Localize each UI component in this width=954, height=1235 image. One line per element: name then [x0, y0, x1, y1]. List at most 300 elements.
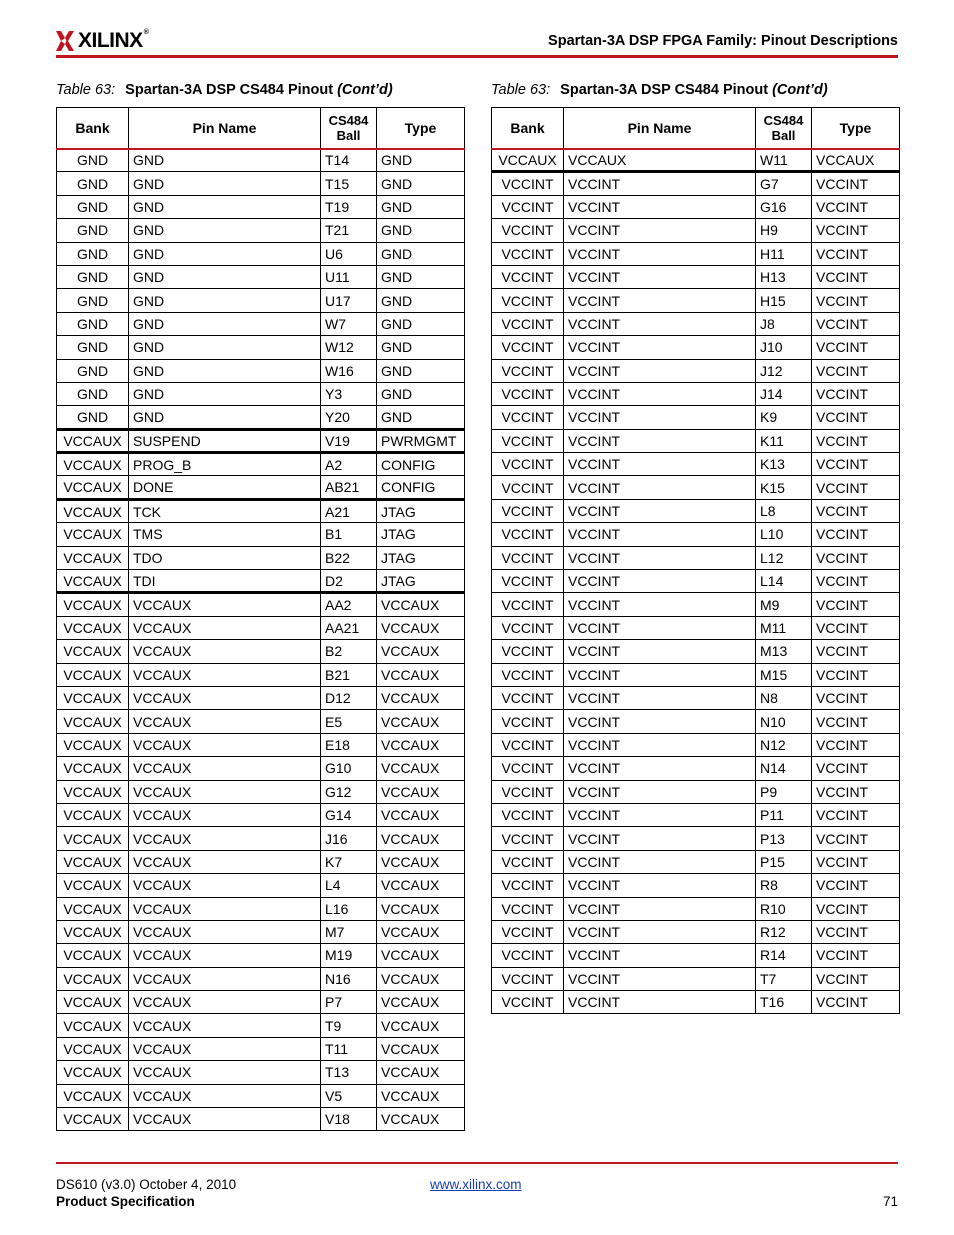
cell-bank: VCCINT	[492, 406, 564, 429]
cell-ball: K13	[756, 453, 812, 476]
table-row	[57, 663, 465, 686]
table-header-row	[57, 108, 465, 149]
column-header-type: Type	[812, 108, 900, 149]
table-row	[492, 686, 900, 709]
cell-pin-name: GND	[129, 336, 321, 359]
table-row	[57, 710, 465, 733]
header-rule	[56, 55, 898, 58]
cell-pin-name: VCCINT	[564, 570, 756, 593]
cell-ball: W12	[321, 336, 377, 359]
cell-ball: H11	[756, 242, 812, 265]
cell-pin-name: VCCINT	[564, 920, 756, 943]
caption-title: Spartan-3A DSP CS484 Pinout	[125, 82, 334, 98]
cell-type: VCCINT	[812, 593, 900, 616]
cell-pin-name: GND	[129, 359, 321, 382]
cell-bank: VCCINT	[492, 336, 564, 359]
cell-ball: E5	[321, 710, 377, 733]
cell-pin-name: GND	[129, 289, 321, 312]
cell-pin-name: TMS	[129, 523, 321, 546]
cell-bank: VCCAUX	[57, 616, 129, 639]
cell-ball: W16	[321, 359, 377, 382]
table-row	[57, 546, 465, 569]
cell-ball: A21	[321, 499, 377, 522]
cell-bank: GND	[57, 359, 129, 382]
cell-pin-name: GND	[129, 172, 321, 195]
cell-bank: VCCAUX	[57, 803, 129, 826]
cell-type: VCCAUX	[377, 757, 465, 780]
cell-ball: G7	[756, 172, 812, 195]
cell-type: VCCINT	[812, 312, 900, 335]
cell-bank: VCCAUX	[57, 991, 129, 1014]
cell-type: JTAG	[377, 546, 465, 569]
cell-bank: VCCINT	[492, 453, 564, 476]
cell-ball: B22	[321, 546, 377, 569]
cell-type: VCCINT	[812, 967, 900, 990]
cell-pin-name: VCCINT	[564, 265, 756, 288]
table-row	[492, 406, 900, 429]
cell-ball: Y3	[321, 382, 377, 405]
cell-bank: VCCAUX	[57, 710, 129, 733]
cell-pin-name: VCCAUX	[129, 991, 321, 1014]
cell-type: JTAG	[377, 523, 465, 546]
cell-pin-name: VCCAUX	[564, 149, 756, 172]
cell-bank: VCCINT	[492, 757, 564, 780]
table-row	[57, 733, 465, 756]
table-body-left	[57, 149, 465, 1131]
table-row	[57, 289, 465, 312]
cell-type: GND	[377, 312, 465, 335]
table-row	[492, 991, 900, 1014]
table-row	[492, 453, 900, 476]
cell-type: VCCINT	[812, 499, 900, 522]
cell-type: VCCINT	[812, 920, 900, 943]
cell-type: VCCINT	[812, 757, 900, 780]
cell-bank: VCCINT	[492, 827, 564, 850]
cell-pin-name: VCCINT	[564, 663, 756, 686]
table-row	[57, 967, 465, 990]
table-row	[57, 944, 465, 967]
cell-pin-name: VCCINT	[564, 382, 756, 405]
cell-type: VCCAUX	[377, 920, 465, 943]
column-header-ball: CS484 Ball	[756, 108, 812, 149]
cell-type: VCCINT	[812, 429, 900, 452]
cell-type: VCCINT	[812, 827, 900, 850]
cell-ball: P9	[756, 780, 812, 803]
caption-title: Spartan-3A DSP CS484 Pinout	[560, 82, 769, 98]
table-row	[492, 312, 900, 335]
table-row	[57, 382, 465, 405]
cell-type: VCCINT	[812, 289, 900, 312]
cell-bank: VCCAUX	[57, 593, 129, 616]
table-row	[492, 219, 900, 242]
cell-bank: VCCAUX	[57, 944, 129, 967]
cell-pin-name: VCCAUX	[129, 710, 321, 733]
cell-ball: W11	[756, 149, 812, 172]
cell-bank: VCCAUX	[57, 476, 129, 499]
cell-ball: N10	[756, 710, 812, 733]
cell-bank: VCCINT	[492, 944, 564, 967]
cell-pin-name: PROG_B	[129, 453, 321, 476]
cell-bank: VCCAUX	[57, 499, 129, 522]
cell-bank: VCCINT	[492, 663, 564, 686]
table-row	[57, 406, 465, 429]
page-number: 71	[882, 1194, 898, 1209]
cell-ball: K9	[756, 406, 812, 429]
table-row	[57, 991, 465, 1014]
cell-ball: M7	[321, 920, 377, 943]
cell-pin-name: VCCINT	[564, 406, 756, 429]
cell-type: GND	[377, 382, 465, 405]
cell-bank: GND	[57, 149, 129, 172]
cell-bank: VCCAUX	[57, 1108, 129, 1131]
cell-ball: R14	[756, 944, 812, 967]
cell-bank: VCCAUX	[57, 967, 129, 990]
cell-type: VCCINT	[812, 219, 900, 242]
table-row	[492, 336, 900, 359]
table-row	[57, 265, 465, 288]
cell-pin-name: VCCAUX	[129, 1108, 321, 1131]
cell-pin-name: GND	[129, 149, 321, 172]
table-row	[57, 920, 465, 943]
cell-bank: GND	[57, 195, 129, 218]
cell-bank: VCCAUX	[57, 1084, 129, 1107]
cell-type: CONFIG	[377, 476, 465, 499]
table-row	[57, 803, 465, 826]
cell-type: VCCINT	[812, 359, 900, 382]
cell-ball: V5	[321, 1084, 377, 1107]
table-row	[57, 149, 465, 172]
cell-ball: H9	[756, 219, 812, 242]
cell-pin-name: VCCAUX	[129, 874, 321, 897]
table-row	[492, 289, 900, 312]
cell-ball: AA2	[321, 593, 377, 616]
table-row	[57, 570, 465, 593]
cell-pin-name: VCCINT	[564, 453, 756, 476]
table-row	[492, 944, 900, 967]
cell-pin-name: GND	[129, 406, 321, 429]
cell-bank: VCCINT	[492, 289, 564, 312]
cell-ball: H15	[756, 289, 812, 312]
cell-ball: P7	[321, 991, 377, 1014]
cell-pin-name: VCCAUX	[129, 640, 321, 663]
table-row	[492, 570, 900, 593]
cell-ball: B1	[321, 523, 377, 546]
cell-ball: G10	[321, 757, 377, 780]
cell-pin-name: VCCAUX	[129, 780, 321, 803]
cell-ball: R8	[756, 874, 812, 897]
cell-type: GND	[377, 265, 465, 288]
pinout-table-left	[56, 107, 465, 1131]
column-header-bank: Bank	[492, 108, 564, 149]
cell-bank: VCCINT	[492, 546, 564, 569]
cell-pin-name: VCCINT	[564, 546, 756, 569]
cell-ball: U17	[321, 289, 377, 312]
cell-type: VCCINT	[812, 570, 900, 593]
caption-number: Table 63:	[56, 82, 116, 98]
table-row	[57, 686, 465, 709]
cell-bank: GND	[57, 382, 129, 405]
cell-bank: GND	[57, 406, 129, 429]
cell-pin-name: VCCINT	[564, 593, 756, 616]
cell-pin-name: VCCINT	[564, 991, 756, 1014]
table-row	[57, 1061, 465, 1084]
cell-ball: L16	[321, 897, 377, 920]
cell-bank: VCCINT	[492, 616, 564, 639]
cell-type: VCCINT	[812, 780, 900, 803]
cell-pin-name: VCCAUX	[129, 616, 321, 639]
cell-bank: VCCINT	[492, 803, 564, 826]
table-header-row	[492, 108, 900, 149]
cell-type: VCCAUX	[377, 1014, 465, 1037]
cell-type: VCCAUX	[377, 640, 465, 663]
cell-pin-name: VCCAUX	[129, 850, 321, 873]
footer-website-link[interactable]: www.xilinx.com	[430, 1177, 522, 1192]
table-row	[492, 967, 900, 990]
table-row	[492, 827, 900, 850]
table-row	[492, 149, 900, 172]
cell-bank: VCCINT	[492, 920, 564, 943]
cell-bank: VCCINT	[492, 780, 564, 803]
left-table-caption	[56, 82, 464, 102]
cell-bank: VCCINT	[492, 499, 564, 522]
cell-bank: VCCAUX	[57, 429, 129, 452]
cell-pin-name: TCK	[129, 499, 321, 522]
cell-ball: G16	[756, 195, 812, 218]
cell-ball: J16	[321, 827, 377, 850]
cell-pin-name: VCCAUX	[129, 967, 321, 990]
cell-pin-name: VCCINT	[564, 827, 756, 850]
table-row	[57, 874, 465, 897]
table-row	[492, 172, 900, 195]
cell-type: GND	[377, 336, 465, 359]
cell-type: VCCINT	[812, 242, 900, 265]
cell-ball: T14	[321, 149, 377, 172]
cell-ball: D12	[321, 686, 377, 709]
cell-pin-name: VCCINT	[564, 640, 756, 663]
cell-type: VCCAUX	[377, 663, 465, 686]
table-row	[57, 429, 465, 452]
cell-ball: K7	[321, 850, 377, 873]
cell-ball: K15	[756, 476, 812, 499]
cell-ball: W7	[321, 312, 377, 335]
table-row	[57, 1084, 465, 1107]
cell-ball: B21	[321, 663, 377, 686]
cell-ball: T15	[321, 172, 377, 195]
xilinx-x-icon	[56, 31, 74, 51]
cell-ball: R12	[756, 920, 812, 943]
cell-pin-name: VCCINT	[564, 757, 756, 780]
cell-bank: VCCAUX	[57, 570, 129, 593]
cell-type: VCCAUX	[377, 1084, 465, 1107]
cell-type: VCCINT	[812, 874, 900, 897]
footer-spec-label: Product Specification	[56, 1194, 195, 1209]
cell-type: VCCAUX	[377, 686, 465, 709]
cell-pin-name: VCCINT	[564, 897, 756, 920]
cell-type: VCCAUX	[377, 616, 465, 639]
cell-pin-name: GND	[129, 382, 321, 405]
document-title: Spartan-3A DSP FPGA Family: Pinout Descriptions	[548, 33, 898, 49]
cell-bank: GND	[57, 219, 129, 242]
table-row	[492, 499, 900, 522]
cell-bank: VCCAUX	[57, 733, 129, 756]
cell-bank: VCCINT	[492, 640, 564, 663]
table-row	[492, 663, 900, 686]
table-row	[492, 850, 900, 873]
cell-ball: G12	[321, 780, 377, 803]
cell-pin-name: VCCINT	[564, 686, 756, 709]
cell-bank: VCCINT	[492, 359, 564, 382]
table-row	[57, 1014, 465, 1037]
table-row	[492, 195, 900, 218]
cell-ball: Y20	[321, 406, 377, 429]
cell-ball: U11	[321, 265, 377, 288]
cell-ball: G14	[321, 803, 377, 826]
cell-bank: VCCINT	[492, 710, 564, 733]
table-row	[57, 476, 465, 499]
cell-bank: VCCINT	[492, 476, 564, 499]
table-row	[492, 897, 900, 920]
cell-bank: VCCINT	[492, 967, 564, 990]
table-row	[57, 359, 465, 382]
cell-pin-name: VCCINT	[564, 710, 756, 733]
cell-pin-name: GND	[129, 195, 321, 218]
cell-ball: P11	[756, 803, 812, 826]
cell-pin-name: GND	[129, 312, 321, 335]
cell-pin-name: VCCINT	[564, 172, 756, 195]
cell-bank: VCCINT	[492, 570, 564, 593]
xilinx-logo	[56, 29, 148, 53]
cell-bank: VCCAUX	[57, 780, 129, 803]
cell-bank: VCCAUX	[57, 1037, 129, 1060]
cell-pin-name: VCCAUX	[129, 827, 321, 850]
right-table-block	[491, 82, 899, 1014]
logo-wordmark: XILINX®	[78, 29, 149, 52]
table-row	[492, 803, 900, 826]
table-row	[57, 593, 465, 616]
cell-ball: L14	[756, 570, 812, 593]
cell-bank: GND	[57, 242, 129, 265]
cell-type: VCCAUX	[377, 780, 465, 803]
table-row	[57, 499, 465, 522]
cell-ball: T21	[321, 219, 377, 242]
table-row	[492, 265, 900, 288]
cell-ball: B2	[321, 640, 377, 663]
cell-bank: VCCAUX	[57, 757, 129, 780]
column-header-pin-name: Pin Name	[129, 108, 321, 149]
cell-type: VCCINT	[812, 523, 900, 546]
cell-type: JTAG	[377, 499, 465, 522]
table-row	[492, 546, 900, 569]
table-row	[492, 476, 900, 499]
cell-type: VCCAUX	[377, 944, 465, 967]
cell-pin-name: VCCINT	[564, 429, 756, 452]
cell-bank: GND	[57, 289, 129, 312]
cell-bank: VCCAUX	[57, 874, 129, 897]
cell-pin-name: VCCINT	[564, 616, 756, 639]
table-row	[492, 242, 900, 265]
cell-bank: GND	[57, 336, 129, 359]
cell-type: VCCINT	[812, 686, 900, 709]
cell-pin-name: VCCINT	[564, 195, 756, 218]
cell-bank: VCCINT	[492, 219, 564, 242]
cell-ball: T7	[756, 967, 812, 990]
cell-type: VCCAUX	[377, 710, 465, 733]
cell-bank: VCCINT	[492, 312, 564, 335]
cell-type: VCCINT	[812, 710, 900, 733]
cell-type: VCCAUX	[377, 1108, 465, 1131]
cell-pin-name: VCCINT	[564, 219, 756, 242]
cell-type: VCCAUX	[377, 897, 465, 920]
cell-ball: P15	[756, 850, 812, 873]
cell-type: VCCINT	[812, 195, 900, 218]
cell-type: VCCINT	[812, 991, 900, 1014]
table-row	[57, 780, 465, 803]
cell-pin-name: VCCAUX	[129, 757, 321, 780]
table-row	[492, 359, 900, 382]
table-row	[492, 780, 900, 803]
table-row	[57, 1037, 465, 1060]
cell-pin-name: VCCINT	[564, 944, 756, 967]
cell-type: GND	[377, 242, 465, 265]
cell-type: VCCAUX	[377, 593, 465, 616]
cell-type: VCCAUX	[377, 803, 465, 826]
cell-type: GND	[377, 359, 465, 382]
table-row	[57, 195, 465, 218]
table-row	[492, 382, 900, 405]
cell-pin-name: VCCINT	[564, 523, 756, 546]
cell-type: VCCINT	[812, 336, 900, 359]
cell-type: VCCAUX	[377, 1037, 465, 1060]
cell-bank: VCCINT	[492, 523, 564, 546]
table-row	[492, 733, 900, 756]
cell-type: VCCINT	[812, 382, 900, 405]
cell-pin-name: GND	[129, 242, 321, 265]
cell-pin-name: VCCAUX	[129, 897, 321, 920]
column-header-ball: CS484 Ball	[321, 108, 377, 149]
table-row	[57, 1108, 465, 1131]
cell-pin-name: VCCINT	[564, 780, 756, 803]
table-row	[57, 242, 465, 265]
cell-pin-name: DONE	[129, 476, 321, 499]
cell-type: GND	[377, 195, 465, 218]
cell-pin-name: VCCINT	[564, 476, 756, 499]
cell-pin-name: VCCAUX	[129, 944, 321, 967]
cell-ball: H13	[756, 265, 812, 288]
cell-ball: J10	[756, 336, 812, 359]
cell-type: VCCINT	[812, 850, 900, 873]
cell-ball: K11	[756, 429, 812, 452]
cell-pin-name: VCCAUX	[129, 803, 321, 826]
cell-type: VCCINT	[812, 640, 900, 663]
cell-pin-name: GND	[129, 265, 321, 288]
cell-bank: VCCAUX	[57, 686, 129, 709]
cell-bank: VCCINT	[492, 991, 564, 1014]
cell-pin-name: VCCAUX	[129, 663, 321, 686]
cell-bank: GND	[57, 172, 129, 195]
cell-bank: VCCINT	[492, 429, 564, 452]
cell-type: VCCINT	[812, 616, 900, 639]
cell-bank: VCCINT	[492, 172, 564, 195]
table-row	[57, 897, 465, 920]
cell-pin-name: VCCAUX	[129, 733, 321, 756]
cell-pin-name: VCCAUX	[129, 1084, 321, 1107]
left-table-block	[56, 82, 464, 1131]
pinout-table-right	[491, 107, 900, 1014]
cell-ball: AB21	[321, 476, 377, 499]
cell-pin-name: TDO	[129, 546, 321, 569]
cell-ball: T19	[321, 195, 377, 218]
cell-type: VCCINT	[812, 476, 900, 499]
